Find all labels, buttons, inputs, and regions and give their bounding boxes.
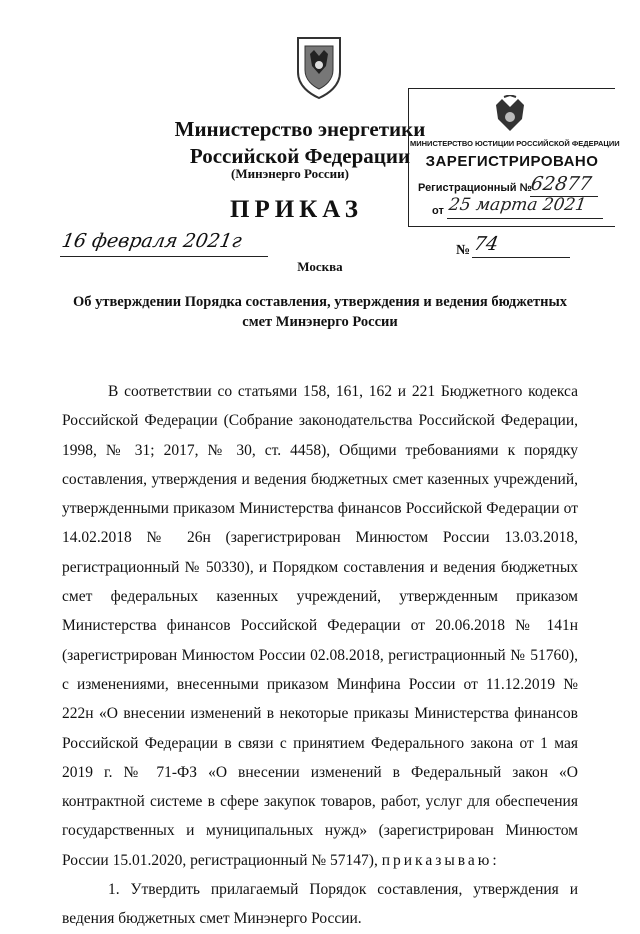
order-title-line-1: Об утверждении Порядка составления, утверждения и ведения бюджетных — [72, 294, 568, 310]
order-title — [60, 292, 580, 332]
order-number-label: № — [456, 243, 471, 258]
stamp-number-label: Регистрационный № — [418, 182, 532, 194]
city: Москва — [297, 259, 343, 274]
order-action-word: приказываю: — [381, 851, 500, 869]
stamp-number-value: 62877 — [529, 173, 593, 195]
ministry-name — [150, 116, 450, 170]
order-date: 16 февраля 2021г — [60, 230, 244, 252]
stamp-registered-title: ЗАРЕГИСТРИРОВАНО — [425, 153, 599, 170]
order-body — [62, 377, 578, 934]
coat-of-arms-icon — [290, 32, 348, 100]
ministry-short-name: (Минэнерго России) — [231, 166, 349, 181]
stamp-date-value: 25 марта 2021 — [447, 195, 588, 215]
order-date-underline — [60, 256, 268, 257]
document-type: ПРИКАЗ — [230, 196, 363, 223]
stamp-date-label: от — [432, 205, 444, 217]
preamble-paragraph — [62, 377, 578, 875]
order-number-underline — [472, 257, 570, 258]
clause-1: 1. Утвердить прилагаемый Порядок составления, утверждения и ведения бюджетных смет Минэнерго России. — [62, 881, 578, 928]
stamp-organization: МИНИСТЕРСТВО ЮСТИЦИИ РОССИЙСКОЙ ФЕДЕРАЦИИ — [410, 139, 620, 148]
order-number-value: 74 — [472, 233, 501, 255]
order-title-line-2: смет Минэнерго России — [242, 314, 398, 330]
preamble-text: В соответствии со статьями 158, 161, 162 и 221 Бюджетного кодекса Российской Федерации (Собрание законодательства Российской Федерации, 1998, № 31; 2017, № 30, ст. 4458), Общими требованиями к порядку составления, утверждения и ведения бюджетных смет казенных учреждений, утвержденными приказом Министерства финансов Российской Федерации от 14.02.2018 № 26н (зарегистрирован Минюстом России 13.03.2018, регистрационный № 50330), и Порядком составления и ведения бюджетных смет федеральных казенных учреждений, утвержденным приказом Министерства финансов Российской Федерации от 20.06.2018 № 141н (зарегистрирован Минюстом России 02.08.2018, регистрационный № 51760), с изменениями, внесенными приказом Минфина России от 11.12.2019 № 222н «О внесении изменений в некоторые приказы Министерства финансов Российской Федерации в связи с принятием Федерального закона от 1 мая 2019 г. № 71-ФЗ «О внесении изменений в Федеральный закон «О контрактной системе в сфере закупок товаров, работ, услуг для обеспечения государственных и муниципальных нужд» (зарегистрирован Минюстом России 15.01.2020, регистрационный № 57147), — [62, 383, 578, 869]
stamp-date-underline — [447, 218, 603, 219]
ministry-line-1: Министерство энергетики — [174, 117, 426, 141]
stamp-coat-of-arms-icon — [490, 95, 530, 139]
ministry-line-2: Российской Федерации — [189, 144, 411, 168]
